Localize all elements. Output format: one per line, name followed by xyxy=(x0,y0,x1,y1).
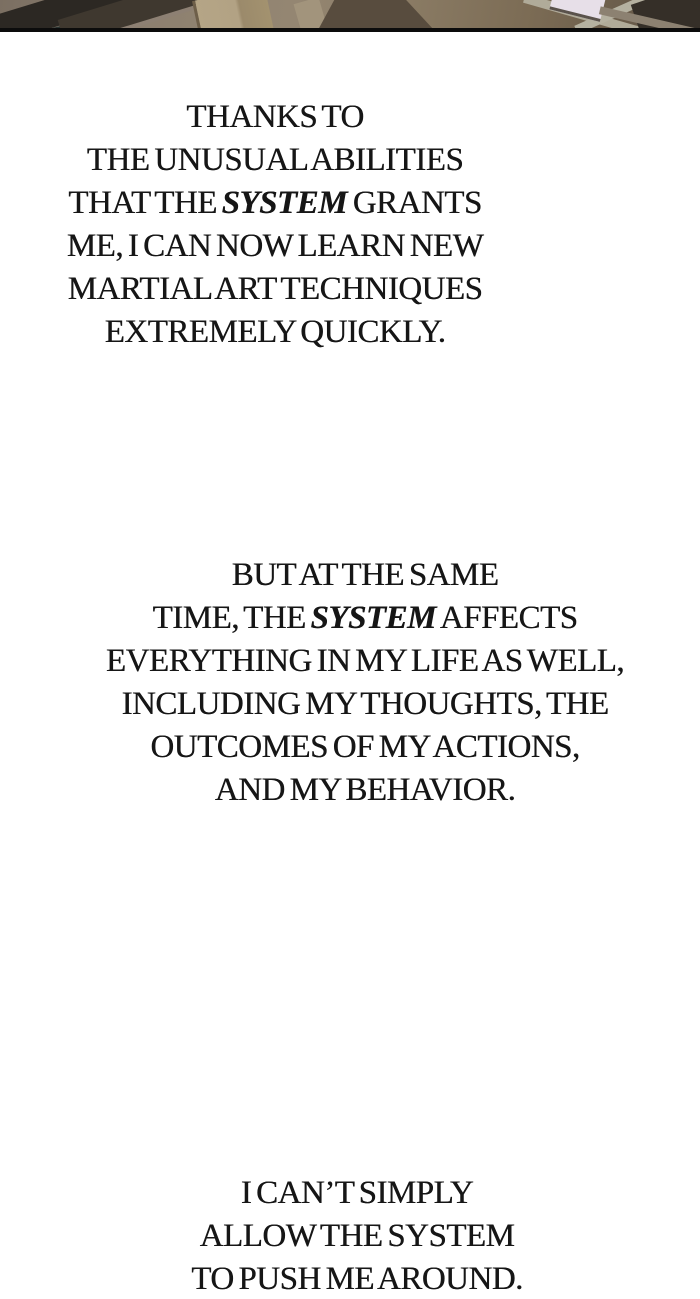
text-segment: I CAN’T SIMPLY xyxy=(240,1175,474,1211)
narration-block-3 xyxy=(57,1172,657,1299)
text-segment: THANKS TO xyxy=(186,99,364,135)
narration-line xyxy=(57,1258,657,1299)
narration-line xyxy=(65,769,665,812)
text-segment: MARTIAL ART TECHNIQUES xyxy=(67,271,483,307)
text-segment: ALLOW THE SYSTEM xyxy=(199,1218,515,1254)
narration-line xyxy=(65,640,665,683)
text-segment: THAT THE xyxy=(68,185,222,221)
narration-line xyxy=(65,554,665,597)
text-segment: INCLUDING MY THOUGHTS, THE xyxy=(121,686,609,722)
book-dark-cover xyxy=(318,0,434,30)
narration-line xyxy=(0,139,575,182)
narration-line xyxy=(0,225,575,268)
narration-line xyxy=(0,268,575,311)
narration-block-1 xyxy=(0,96,575,354)
text-segment: EVERYTHING IN MY LIFE AS WELL, xyxy=(105,643,625,679)
narration-block-2 xyxy=(65,554,665,812)
text-segment: TO PUSH ME AROUND. xyxy=(191,1261,523,1297)
system-emphasis: SYSTEM xyxy=(310,600,436,636)
narration-line xyxy=(0,311,575,354)
narration-line xyxy=(57,1215,657,1258)
narration-line xyxy=(0,96,575,139)
narration-line xyxy=(0,182,575,225)
text-segment: ME, I CAN NOW LEARN NEW xyxy=(66,228,484,264)
text-segment: AND MY BEHAVIOR. xyxy=(214,772,516,808)
narration-line xyxy=(65,726,665,769)
text-segment: OUTCOMES OF MY ACTIONS, xyxy=(150,729,580,765)
text-segment: TIME, THE xyxy=(152,600,311,636)
text-segment: BUT AT THE SAME xyxy=(231,557,499,593)
text-segment: THE UNUSUAL ABILITIES xyxy=(86,142,464,178)
narration-line xyxy=(65,597,665,640)
text-segment: EXTREMELY QUICKLY. xyxy=(104,314,446,350)
narration-line xyxy=(65,683,665,726)
system-emphasis: SYSTEM xyxy=(221,185,347,221)
panel-border-bar xyxy=(0,28,700,32)
narration-line xyxy=(57,1172,657,1215)
artwork-strip xyxy=(0,0,700,32)
text-segment: GRANTS xyxy=(347,185,482,221)
text-segment: AFFECTS xyxy=(436,600,578,636)
